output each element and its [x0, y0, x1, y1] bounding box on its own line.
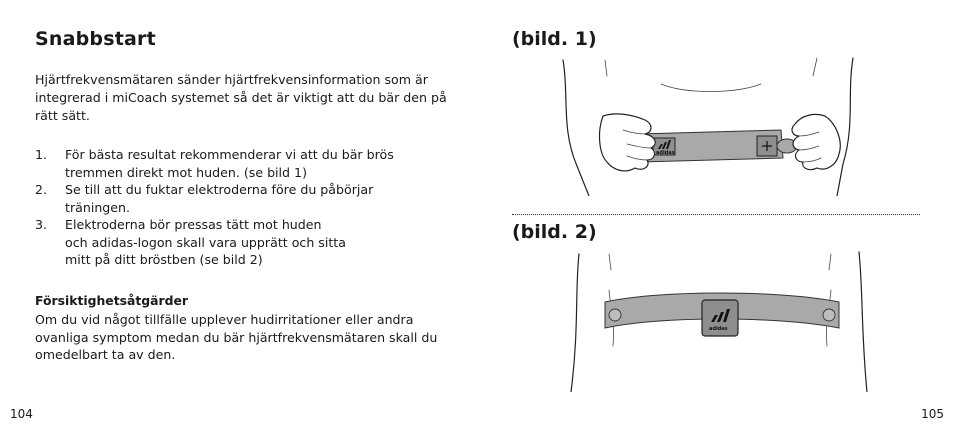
caution-paragraph: Om du vid något tillfälle upplever hudirritationer eller andra ovanliga symptom medan du bär hjärtfrekvensmätaren skall du omedelbart ta av den. [35, 312, 438, 362]
step-number: 1. [35, 147, 48, 162]
step-line: Elektroderna bör pressas tätt mot huden [65, 217, 322, 232]
step-line: och adidas-logon skall vara upprätt och sitta [65, 234, 346, 250]
adidas-logo-icon [702, 300, 738, 336]
svg-text:adidas: adidas [656, 150, 675, 156]
step-line: För bästa resultat rekommenderar vi att du bär brös [65, 147, 394, 162]
step-line: Se till att du fuktar elektroderna före du påbörjar [65, 182, 374, 197]
step-line: tremmen direkt mot huden. (se bild 1) [65, 164, 307, 180]
list-item [35, 181, 455, 216]
svg-text:adidas: adidas [709, 326, 728, 332]
adidas-logo-icon [653, 138, 675, 156]
figure2-label: (bild. 2) [512, 221, 597, 243]
caution-heading: Försiktighetsåtgärder [35, 293, 189, 308]
figure2-strap-worn-illustration [569, 250, 869, 392]
intro-paragraph: Hjärtfrekvensmätaren sänder hjärtfrekvensinformation som är integrerad i miCoach systemet så det är viktigt att du bär den på rätt sätt. [35, 72, 447, 123]
page-title: Snabbstart [35, 28, 156, 50]
step-line: träningen. [65, 199, 131, 215]
figure-divider [512, 214, 920, 215]
step-number: 2. [35, 182, 48, 197]
list-item [35, 216, 455, 269]
list-item [35, 146, 455, 181]
steps-list [35, 146, 455, 269]
step-line: mitt på ditt bröstben (se bild 2) [65, 252, 263, 267]
page-number-right: 105 [921, 407, 944, 421]
figure1-label: (bild. 1) [512, 28, 597, 50]
step-number: 3. [35, 217, 48, 232]
page-number-left: 104 [10, 407, 33, 421]
right-page [477, 0, 954, 434]
figure1-strap-hands-illustration [555, 54, 867, 196]
